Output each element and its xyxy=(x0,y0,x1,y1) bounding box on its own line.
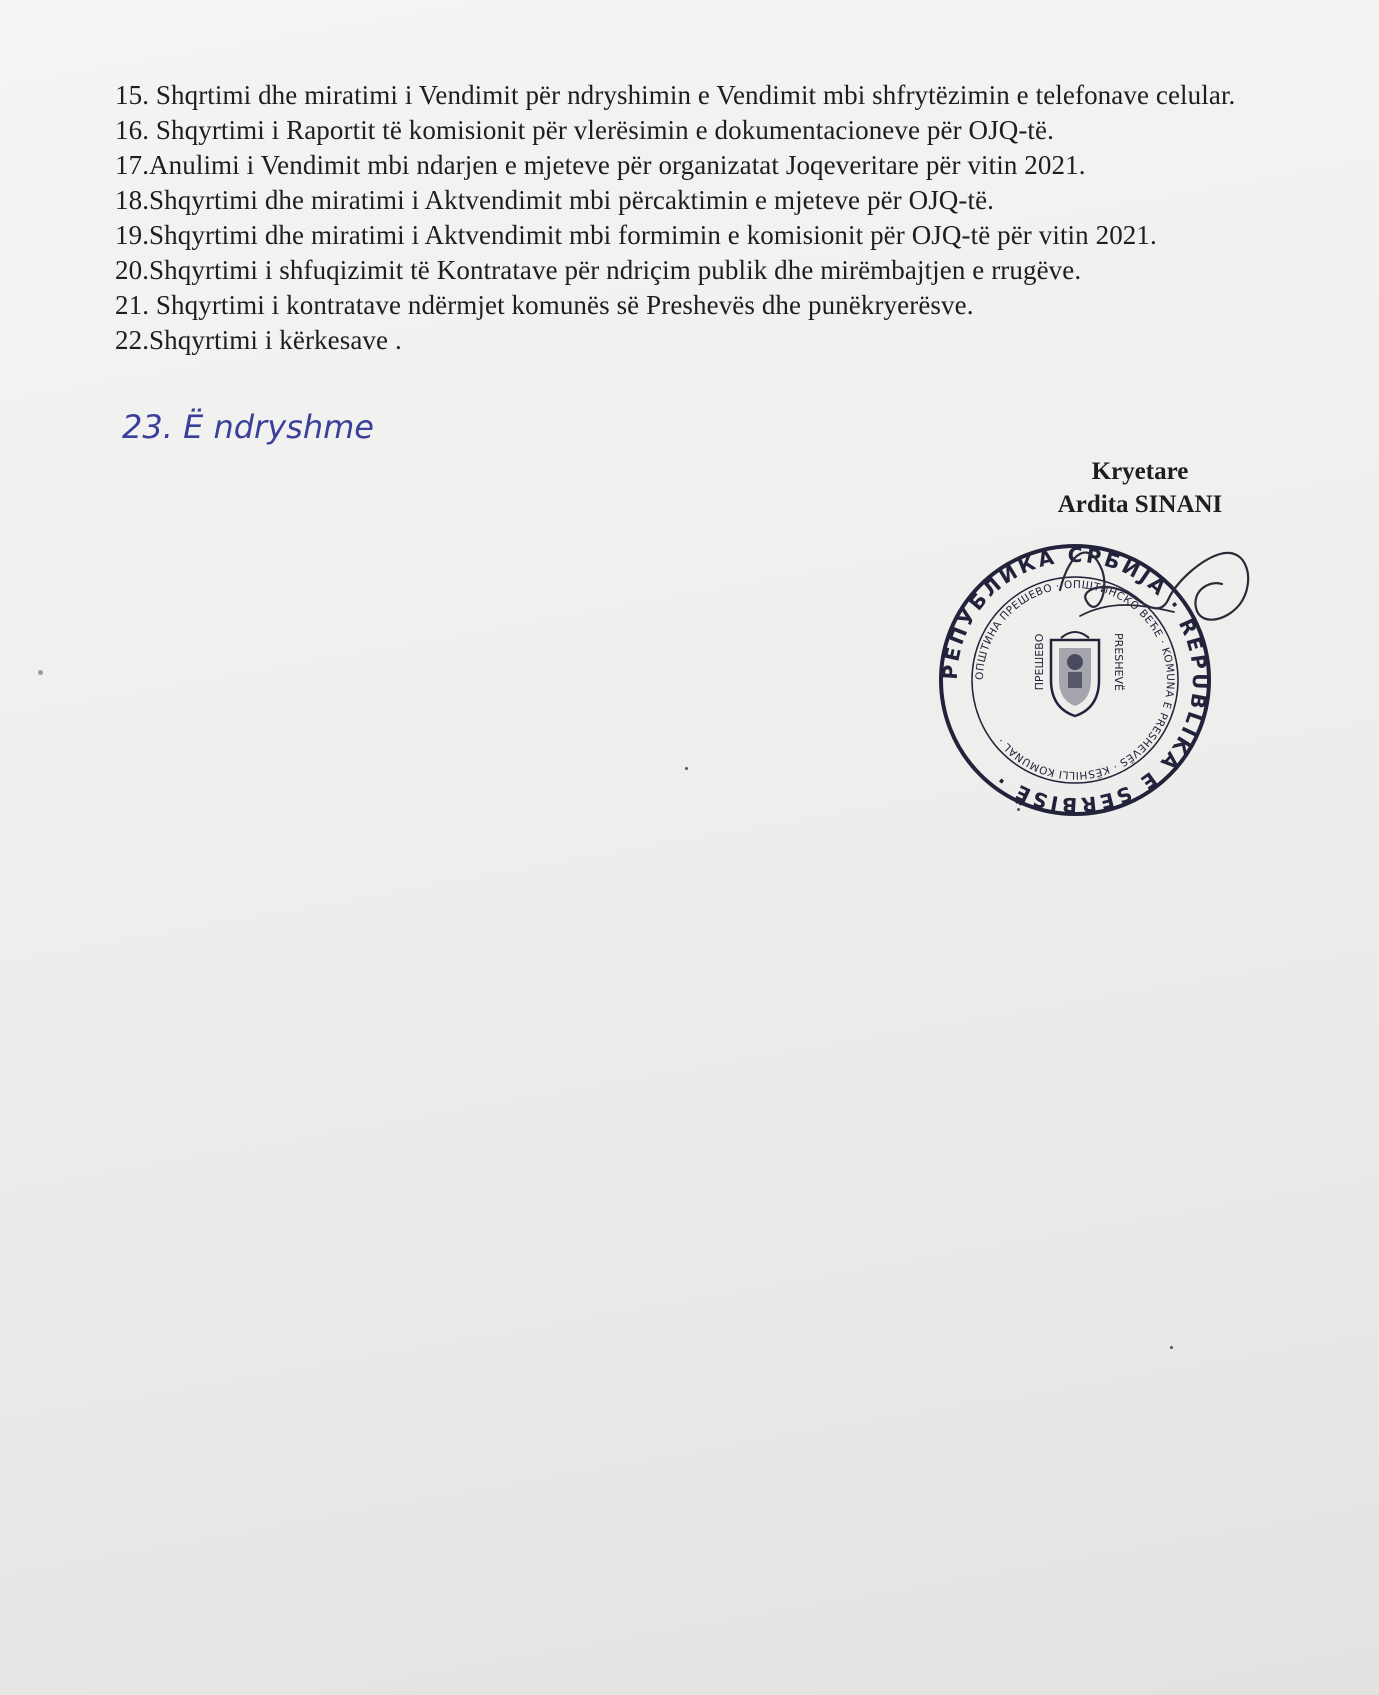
stamp-outer-text: РЕПУБЛИКА СРБИЈА · REPUBLIKA E SERBISË · xyxy=(937,542,1213,818)
agenda-list xyxy=(115,78,1275,358)
agenda-item-17: 17.Anulimi i Vendimit mbi ndarjen e mjeteve për organizatat Joqeveritare për vitin 2021. xyxy=(115,150,1086,180)
stamp-center-text-latin: PRESHEVË xyxy=(1112,633,1125,691)
stamp-inner-text: ОПШТИНА ПРЕШЕВО · ОПШТИНСКО ВЕЋЕ · KOMUNA E PRESHEVËS · KËSHILLI KOMUNAL · xyxy=(973,578,1177,782)
handwritten-signature xyxy=(1050,530,1270,650)
agenda-item-22: 22.Shqyrtimi i kërkesave . xyxy=(115,325,402,355)
agenda-item-18: 18.Shqyrtimi dhe miratimi i Aktvendimit mbi përcaktimin e mjeteve për OJQ-të. xyxy=(115,185,995,215)
paper-speck xyxy=(1170,1346,1173,1349)
signatory-block xyxy=(1020,455,1260,521)
agenda-item-15: 15. Shqrtimi dhe miratimi i Vendimit për ndryshimin e Vendimit mbi shfrytëzimin e telefonave celular. xyxy=(115,80,1236,110)
agenda-item-16: 16. Shqyrtimi i Raportit të komisionit për vlerësimin e dokumentacioneve për OJQ-të. xyxy=(115,115,1054,145)
paper-speck xyxy=(1017,808,1020,811)
paper-speck xyxy=(38,670,43,675)
handwritten-agenda-item-23 xyxy=(122,398,452,458)
handwritten-item-text: 23. Ë ndryshme xyxy=(122,408,374,446)
agenda-item-20: 20.Shqyrtimi i shfuqizimit të Kontratave për ndriçim publik dhe mirëmbajtjen e rrugëve. xyxy=(115,255,1082,285)
paper-speck xyxy=(685,767,688,770)
signatory-name: Ardita SINANI xyxy=(1057,491,1223,518)
agenda-item-21: 21. Shqyrtimi i kontratave ndërmjet komunës së Preshevës dhe punëkryerësve. xyxy=(115,290,974,320)
agenda-item-19: 19.Shqyrtimi dhe miratimi i Aktvendimit mbi formimin e komisionit për OJQ-të për vitin 2021. xyxy=(115,220,1157,250)
signatory-title: Kryetare xyxy=(1091,458,1189,485)
stamp-center-text-cyrillic: ПРЕШЕВО xyxy=(1033,633,1046,691)
